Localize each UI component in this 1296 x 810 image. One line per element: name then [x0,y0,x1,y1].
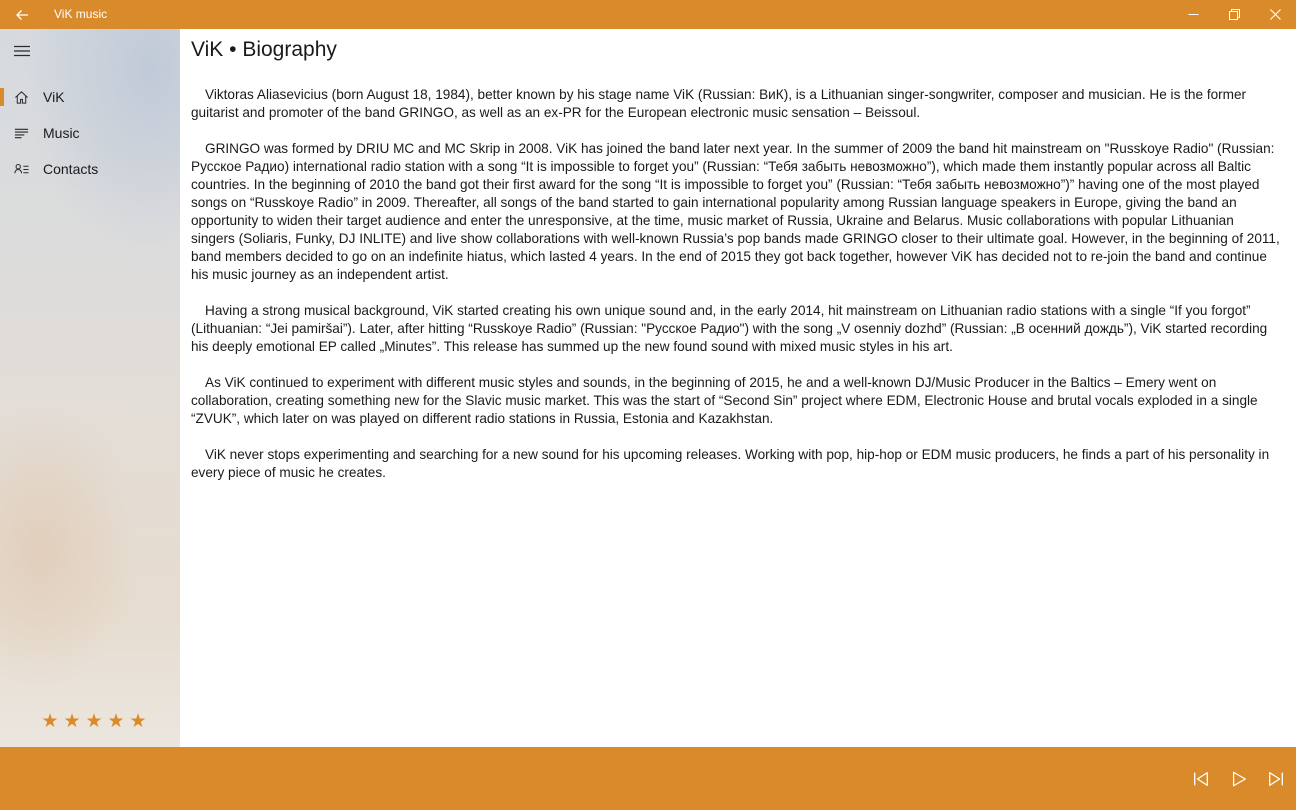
close-button[interactable] [1252,0,1296,29]
biography-paragraph: Viktoras Aliasevicius (born August 18, 1984), better known by his stage name ViK (Russian: ВиК), is a Lithuanian singer-songwriter, composer and musician. He is the former guitarist and promoter of the band GRINGO, as well as an ex-PR for the European electronic music sensation – Beissoul. [191,87,1247,120]
restore-icon [1229,9,1240,20]
star-icon[interactable]: ★ [63,711,81,732]
biography-paragraph: As ViK continued to experiment with different music styles and sounds, in the beginning of 2015, he and a well-known DJ/Music Producer in the Baltics – Emery went on collaboration, creating something new for the Slavic music market. This was the start of “Second Sin” project where EDM, Electronic House and brutal vocals exploded in a single “ZVUK”, which later on was played on different radio stations in Russia, Estonia and Kazakhstan. [191,375,1258,426]
star-icon[interactable]: ★ [107,711,125,732]
next-track-icon [1267,770,1285,788]
navigation-pane [0,29,180,747]
star-icon[interactable]: ★ [129,711,147,732]
play-button[interactable] [1229,769,1249,789]
star-icon[interactable]: ★ [41,711,59,732]
sidebar-item-music[interactable] [0,115,180,151]
star-icon[interactable]: ★ [85,711,103,732]
hamburger-icon [14,45,30,57]
window-title: ViK music [54,7,108,21]
selection-indicator [0,88,4,106]
rating-stars[interactable] [40,712,148,732]
biography-text [191,86,1281,500]
back-button[interactable] [0,0,43,29]
previous-track-icon [1192,770,1210,788]
play-icon [1230,770,1248,788]
next-track-button[interactable] [1266,769,1286,789]
restore-button[interactable] [1211,0,1257,29]
minimize-button[interactable] [1170,0,1216,29]
previous-track-button[interactable] [1191,769,1211,789]
sidebar-item-contacts[interactable] [0,151,180,187]
sidebar-item-vik[interactable] [0,79,180,115]
sidebar-item-label: Contacts [43,161,99,177]
contacts-icon [13,161,29,177]
list-icon [13,125,29,141]
minimize-icon [1188,9,1199,20]
sidebar-item-label: ViK [43,89,65,105]
sidebar-item-label: Music [43,125,80,141]
home-icon [13,89,29,105]
arrow-left-icon [15,8,29,22]
player-bar [0,747,1296,810]
close-icon [1270,9,1281,20]
title-bar [0,0,1296,29]
biography-paragraph: Having a strong musical background, ViK started creating his own unique sound and, in the early 2014, hit mainstream on Lithuanian radio stations with a single “If you forgot” (Lithuanian: “Jei pamiršai”). Later, after hitting “Russkoye Radio” (Russian: "Русское Радио") with the song „V osenniy dozhd” (Russian: „В осенний дождь”), ViK started recording his deeply emotional EP called „Minutes”. This release has summed up the new found sound with mixed music styles in his art. [191,303,1268,354]
hamburger-menu-button[interactable] [12,43,32,59]
biography-paragraph: ViK never stops experimenting and searching for a new sound for his upcoming releases. Working with pop, hip-hop or EDM music producers, he finds a part of his personality in every piece of music he creates. [191,447,1270,480]
page-title: ViK • Biography [191,38,337,61]
biography-paragraph: GRINGO was formed by DRIU MC and MC Skrip in 2008. ViK has joined the band later next year. In the summer of 2009 the band hit mainstream on "Russkoye Radio" (Russian: Русское Радио) international radio station with a song “It is impossible to forget you” (Russian: “Тебя забыть невозможно”), which made them instantly popular across all Baltic countries. In the beginning of 2010 the band got their first award for the song “It is impossible to forget you” (Russian: “Тебя забыть невозможно”)” having one of the most played songs on “Russkoye Radio” in 2009. Thereafter, all songs of the band started to gain international popularity among Russian language speakers in Europe, giving the band an opportunity to widen their target audience and enter the unresponsive, at the time, music market of Russia, Ukraine and Belarus. Music collaborations with popular Lithuanian singers (Soliaris, Funky, DJ INLITE) and live show collaborations with well-known Russia’s pop bands made GRINGO closer to their ultimate goal. However, in the beginning of 2011, band members decided to go on an indefinite hiatus, which lasted 4 years. In the end of 2015 they got back together, however ViK has decided not to re-join the band and continue his music journey as an independent artist. [191,141,1280,282]
